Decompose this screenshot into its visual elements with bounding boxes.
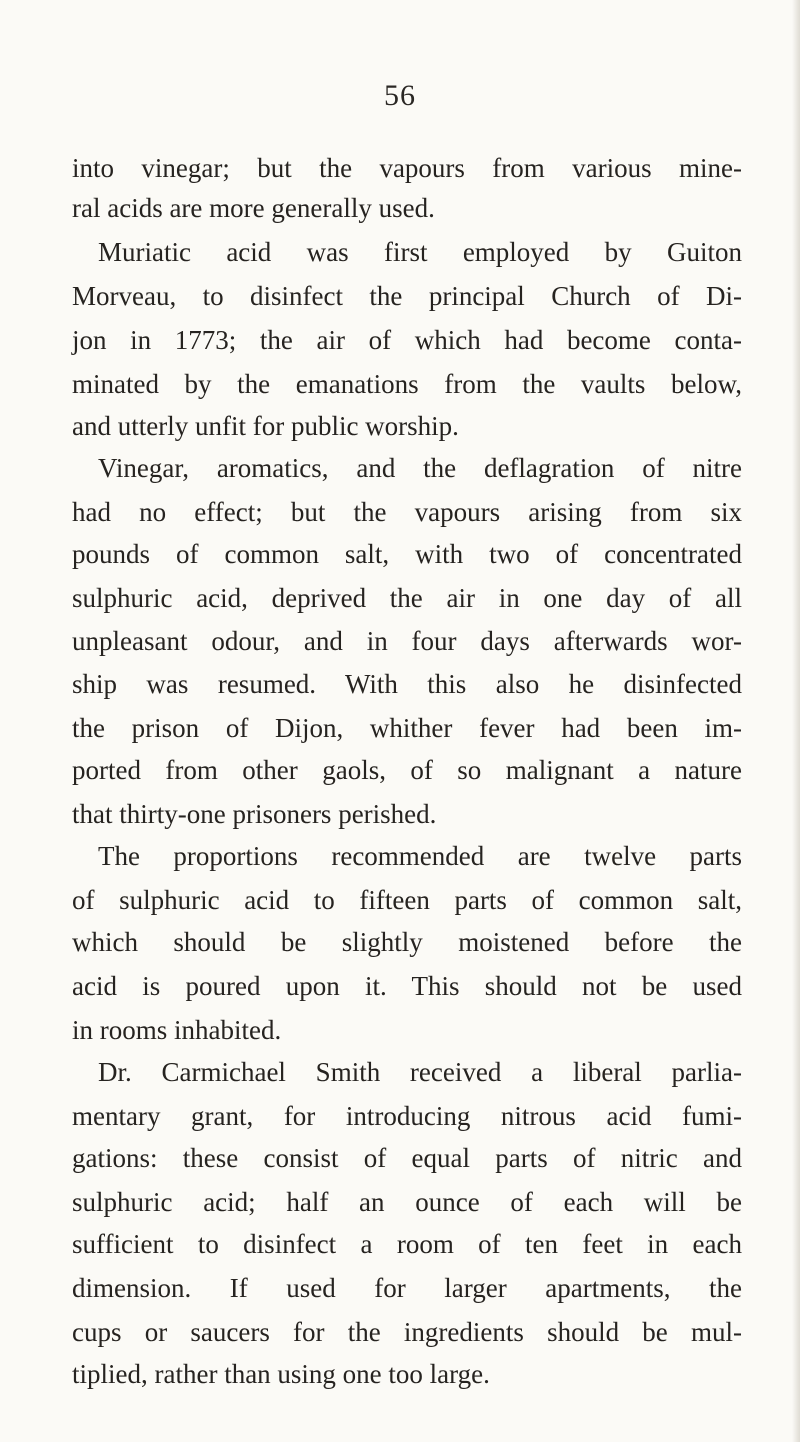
paragraph-start-line: Vinegar, aromatics, and the deflagration of nitre xyxy=(98,453,742,483)
text-line: ship was resumed. With this also he disinfected xyxy=(72,669,742,699)
text-line: gations: these consist of equal parts of nitric and xyxy=(72,1143,742,1173)
text-line: ral acids are more generally used. xyxy=(72,193,435,223)
text-line: jon in 1773; the air of which had become conta- xyxy=(72,325,742,355)
text-line: ported from other gaols, of so malignant a nature xyxy=(72,755,742,785)
text-line: acid is poured upon it. This should not be used xyxy=(72,971,742,1001)
paragraph-start-line: Muriatic acid was first employed by Guiton xyxy=(98,237,742,267)
text-line: and utterly unfit for public worship. xyxy=(72,411,459,441)
text-line: into vinegar; but the vapours from various mine- xyxy=(72,153,742,183)
text-line: in rooms inhabited. xyxy=(72,1015,282,1045)
text-line: Morveau, to disinfect the principal Church of Di- xyxy=(72,281,742,311)
text-line: pounds of common salt, with two of concentrated xyxy=(72,539,742,569)
text-line: of sulphuric acid to fifteen parts of common salt, xyxy=(72,885,742,915)
text-line: sulphuric acid; half an ounce of each will be xyxy=(72,1187,742,1217)
text-line: dimension. If used for larger apartments, the xyxy=(72,1273,742,1303)
text-line: tiplied, rather than using one too large. xyxy=(72,1359,490,1389)
text-line: sulphuric acid, deprived the air in one day of all xyxy=(72,583,742,613)
text-line: that thirty-one prisoners perished. xyxy=(72,799,437,829)
text-line: unpleasant odour, and in four days afterwards wor- xyxy=(72,626,742,656)
page-number: 56 xyxy=(384,79,416,112)
text-line: which should be slightly moistened before the xyxy=(72,927,742,957)
text-line: had no effect; but the vapours arising from six xyxy=(72,497,742,527)
text-line: cups or saucers for the ingredients should be mul- xyxy=(72,1317,742,1347)
text-line: mentary grant, for introducing nitrous acid fumi- xyxy=(72,1101,742,1131)
text-line: minated by the emanations from the vaults below, xyxy=(72,369,742,399)
text-line: the prison of Dijon, whither fever had been im- xyxy=(72,713,742,743)
paragraph-start-line: The proportions recommended are twelve parts xyxy=(98,841,742,871)
paragraph-start-line: Dr. Carmichael Smith received a liberal parlia- xyxy=(98,1057,742,1087)
text-line: sufficient to disinfect a room of ten feet in each xyxy=(72,1229,742,1259)
page-edge-shadow xyxy=(792,0,800,1442)
